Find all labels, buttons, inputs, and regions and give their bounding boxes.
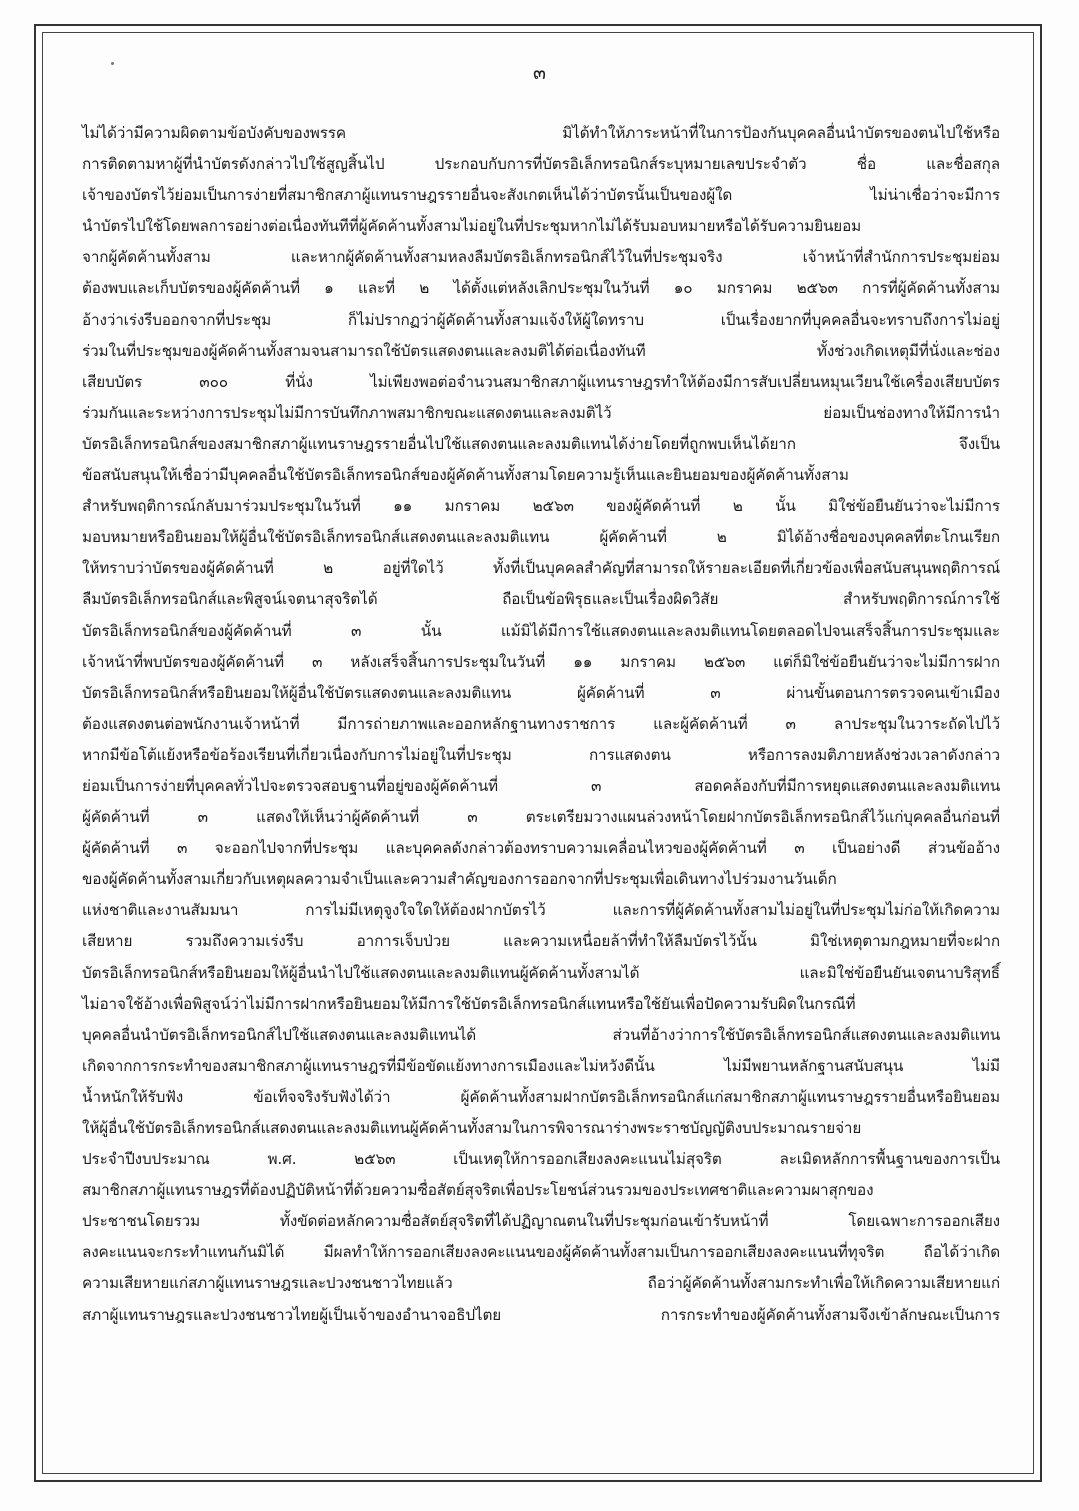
text-line: ผู้คัดค้านที่ ๓ จะออกไปจากที่ประชุม และบุคคลดังกล่าวต้องทราบความเคลื่อนไหวของผู้คัดค้านที่ ๓ เป็นอย่างดี ส่วนข้ออ้าง bbox=[82, 839, 1000, 858]
text-line: ความเสียหายแก่สภาผู้แทนราษฎรและปวงชนชาวไทยแล้ว ถือว่าผู้คัดค้านทั้งสามกระทำเพื่อให้เกิดความเสียหายแก่ bbox=[82, 1274, 1000, 1293]
text-line: จากผู้คัดค้านทั้งสาม และหากผู้คัดค้านทั้งสามหลงลืมบัตรอิเล็กทรอนิกส์ไว้ในที่ประชุมจริง เจ้าหน้าที่สำนักการประชุมย่อม bbox=[82, 248, 1000, 267]
text-line: บัตรอิเล็กทรอนิกส์หรือยินยอมให้ผู้อื่นใช้บัตรแสดงตนและลงมติแทน ผู้คัดค้านที่ ๓ ผ่านขั้นตอนการตรวจคนเข้าเมือง bbox=[82, 683, 1000, 702]
text-line: บุคคลอื่นนำบัตรอิเล็กทรอนิกส์ไปใช้แสดงตนและลงมติแทนได้ ส่วนที่อ้างว่าการใช้บัตรอิเล็กทรอนิกส์แสดงตนและลงมติแทน bbox=[82, 1025, 1000, 1044]
text-line: ไม่อาจใช้อ้างเพื่อพิสูจน์ว่าไม่มีการฝากหรือยินยอมให้มีการใช้บัตรอิเล็กทรอนิกส์แทนหรือใช้ยันเพื่อปัดความรับผิดในกรณีที่ bbox=[82, 994, 856, 1013]
text-line: ข้อสนับสนุนให้เชื่อว่ามีบุคคลอื่นใช้บัตรอิเล็กทรอนิกส์ของผู้คัดค้านทั้งสามโดยความรู้เห็นและยินยอมของผู้คัดค้านทั้งสาม bbox=[82, 466, 849, 485]
text-line: สำหรับพฤติการณ์กลับมาร่วมประชุมในวันที่ ๑๑ มกราคม ๒๕๖๓ ของผู้คัดค้านที่ ๒ นั้น มิใช่ข้อยืนยันว่าจะไม่มีการ bbox=[82, 497, 1000, 516]
text-line: น้ำหนักให้รับฟัง ข้อเท็จจริงรับฟังได้ว่า ผู้คัดค้านทั้งสามฝากบัตรอิเล็กทรอนิกส์แก่สมาชิกสภาผู้แทนราษฎรรายอื่นหรือยินยอม bbox=[82, 1087, 1000, 1106]
page-number: ๓ bbox=[533, 62, 546, 84]
text-line: เจ้าหน้าที่พบบัตรของผู้คัดค้านที่ ๓ หลังเสร็จสิ้นการประชุมในวันที่ ๑๑ มกราคม ๒๕๖๓ แต่ก็มิใช่ข้อยืนยันว่าจะไม่มีการฝาก bbox=[82, 652, 1000, 671]
text-line: หากมีข้อโต้แย้งหรือข้อร้องเรียนที่เกี่ยวเนื่องกับการไม่อยู่ในที่ประชุม การแสดงตน หรือการลงมติภายหลังช่วงเวลาดังกล่าว bbox=[82, 745, 1000, 764]
text-line: เสียบบัตร ๓๐๐ ที่นั่ง ไม่เพียงพอต่อจำนวนสมาชิกสภาผู้แทนราษฎรทำให้ต้องมีการสับเปลี่ยนหมุนเวียนใช้เครื่องเสียบบัตร bbox=[82, 372, 1000, 391]
text-line: ประจำปีงบประมาณ พ.ศ. ๒๕๖๓ เป็นเหตุให้การออกเสียงลงคะแนนไม่สุจริต ละเมิดหลักการพื้นฐานของการเป็น bbox=[82, 1150, 1000, 1169]
text-line: ร่วมในที่ประชุมของผู้คัดค้านทั้งสามจนสามารถใช้บัตรแสดงตนและลงมติได้ต่อเนื่องทันที ทั้งช่วงเกิดเหตุมีที่นั่งและช่อง bbox=[82, 341, 1000, 360]
body-text bbox=[82, 118, 1000, 1331]
text-line: ย่อมเป็นการง่ายที่บุคคลทั่วไปจะตรวจสอบฐานที่อยู่ของผู้คัดค้านที่ ๓ สอดคล้องกับที่มีการหยุดแสดงตนและลงมติแทน bbox=[82, 776, 1000, 795]
text-line: ผู้คัดค้านที่ ๓ แสดงให้เห็นว่าผู้คัดค้านที่ ๓ ตระเตรียมวางแผนล่วงหน้าโดยฝากบัตรอิเล็กทรอนิกส์ไว้แก่บุคคลอื่นก่อนที่ bbox=[82, 808, 1000, 827]
text-line: บัตรอิเล็กทรอนิกส์ของสมาชิกสภาผู้แทนราษฎรรายอื่นไปใช้แสดงตนและลงมติแทนได้ง่ายโดยที่ถูกพบเห็นได้ยาก จึงเป็น bbox=[82, 434, 1000, 453]
text-line: ต้องพบและเก็บบัตรของผู้คัดค้านที่ ๑ และที่ ๒ ได้ตั้งแต่หลังเลิกประชุมในวันที่ ๑๐ มกราคม ๒๕๖๓ การที่ผู้คัดค้านทั้งสาม bbox=[82, 279, 1000, 298]
text-line: เจ้าของบัตรไว้ย่อมเป็นการง่ายที่สมาชิกสภาผู้แทนราษฎรรายอื่นจะสังเกตเห็นได้ว่าบัตรนั้นเป็นของผู้ใด ไม่น่าเชื่อว่าจะมีการ bbox=[82, 186, 1000, 205]
text-line: ลงคะแนนจะกระทำแทนกันมิได้ มีผลทำให้การออกเสียงลงคะแนนของผู้คัดค้านทั้งสามเป็นการออกเสียงลงคะแนนที่ทุจริต ถือได้ว่าเกิด bbox=[82, 1243, 1000, 1262]
text-line: บัตรอิเล็กทรอนิกส์ของผู้คัดค้านที่ ๓ นั้น แม้มิได้มีการใช้แสดงตนและลงมติแทนโดยตลอดไปจนเสร็จสิ้นการประชุมและ bbox=[82, 621, 1000, 640]
text-line: ให้ทราบว่าบัตรของผู้คัดค้านที่ ๒ อยู่ที่ใดไว้ ทั้งที่เป็นบุคคลสำคัญที่สามารถให้รายละเอียดที่เกี่ยวข้องเพื่อสนับสนุนพฤติการณ์ bbox=[82, 559, 1000, 578]
text-line: เกิดจากการกระทำของสมาชิกสภาผู้แทนราษฎรที่มีข้อขัดแย้งทางการเมืองและไม่หวังดีนั้น ไม่มีพยานหลักฐานสนับสนุน ไม่มี bbox=[82, 1056, 1000, 1075]
text-line: ไม่ได้ว่ามีความผิดตามข้อบังคับของพรรค มิได้ทำให้ภาระหน้าที่ในการป้องกันบุคคลอื่นนำบัตรของตนไปใช้หรือ bbox=[82, 124, 1000, 142]
text-line: บัตรอิเล็กทรอนิกส์หรือยินยอมให้ผู้อื่นนำไปใช้แสดงตนและลงมติแทนผู้คัดค้านทั้งสามได้ และมิใช่ข้อยืนยันเจตนาบริสุทธิ์ bbox=[82, 963, 1000, 982]
text-line: ลืมบัตรอิเล็กทรอนิกส์และพิสูจน์เจตนาสุจริตได้ ถือเป็นข้อพิรุธและเป็นเรื่องผิดวิสัย สำหรับพฤติการณ์การใช้ bbox=[82, 590, 1000, 609]
text-line: การติดตามหาผู้ที่นำบัตรดังกล่าวไปใช้สูญสิ้นไป ประกอบกับการที่บัตรอิเล็กทรอนิกส์ระบุหมายเลขประจำตัว ชื่อ และชื่อสกุล bbox=[82, 155, 1000, 174]
text-line: เสียหาย รวมถึงความเร่งรีบ อาการเจ็บป่วย และความเหนื่อยล้าที่ทำให้ลืมบัตรไว้นั้น มิใช่เหตุตามกฎหมายที่จะฝาก bbox=[82, 932, 1000, 951]
text-line: ต้องแสดงตนต่อพนักงานเจ้าหน้าที่ มีการถ่ายภาพและออกหลักฐานทางราชการ และผู้คัดค้านที่ ๓ ลาประชุมในวาระถัดไปไว้ bbox=[82, 714, 1000, 733]
text-line: อ้างว่าเร่งรีบออกจากที่ประชุม ก็ไม่ปรากฏว่าผู้คัดค้านทั้งสามแจ้งให้ผู้ใดทราบ เป็นเรื่องยากที่บุคคลอื่นจะทราบถึงการไม่อยู่ bbox=[82, 310, 1000, 329]
text-line: มอบหมายหรือยินยอมให้ผู้อื่นใช้บัตรอิเล็กทรอนิกส์แสดงตนและลงมติแทน ผู้คัดค้านที่ ๒ มิได้อ้างชื่อของบุคคลที่ตะโกนเรียก bbox=[82, 528, 1000, 547]
text-line: สมาชิกสภาผู้แทนราษฎรที่ต้องปฏิบัติหน้าที่ด้วยความซื่อสัตย์สุจริตเพื่อประโยชน์ส่วนรวมของประเทศชาติและความผาสุกของ bbox=[82, 1181, 874, 1200]
text-line: ของผู้คัดค้านทั้งสามเกี่ยวกับเหตุผลความจำเป็นและความสำคัญของการออกจากที่ประชุมเพื่อเดินทางไปร่วมงานวันเด็ก bbox=[82, 870, 837, 889]
text-line: ประชาชนโดยรวม ทั้งขัดต่อหลักความซื่อสัตย์สุจริตที่ได้ปฏิญาณตนในที่ประชุมก่อนเข้ารับหน้าที่ โดยเฉพาะการออกเสียง bbox=[82, 1212, 1000, 1231]
text-line: สภาผู้แทนราษฎรและปวงชนชาวไทยผู้เป็นเจ้าของอำนาจอธิปไตย การกระทำของผู้คัดค้านทั้งสามจึงเข้าลักษณะเป็นการ bbox=[82, 1305, 1000, 1324]
text-line: แห่งชาติและงานสัมมนา การไม่มีเหตุจูงใจใดให้ต้องฝากบัตรไว้ และการที่ผู้คัดค้านทั้งสามไม่อยู่ในที่ประชุมไม่ก่อให้เกิดความ bbox=[82, 901, 1000, 920]
text-line: ร่วมกันและระหว่างการประชุมไม่มีการบันทึกภาพสมาชิกขณะแสดงตนและลงมติไว้ ย่อมเป็นช่องทางให้มีการนำ bbox=[82, 403, 1000, 422]
text-line: นำบัตรไปใช้โดยพลการอย่างต่อเนื่องทันทีที่ผู้คัดค้านทั้งสามไม่อยู่ในที่ประชุมหากไม่ได้รับมอบหมายหรือได้รับความยินยอม bbox=[82, 217, 862, 236]
text-line: ให้ผู้อื่นใช้บัตรอิเล็กทรอนิกส์แสดงตนและลงมติแทนผู้คัดค้านทั้งสามในการพิจารณาร่างพระราชบัญญัติงบประมาณรายจ่าย bbox=[82, 1119, 862, 1137]
